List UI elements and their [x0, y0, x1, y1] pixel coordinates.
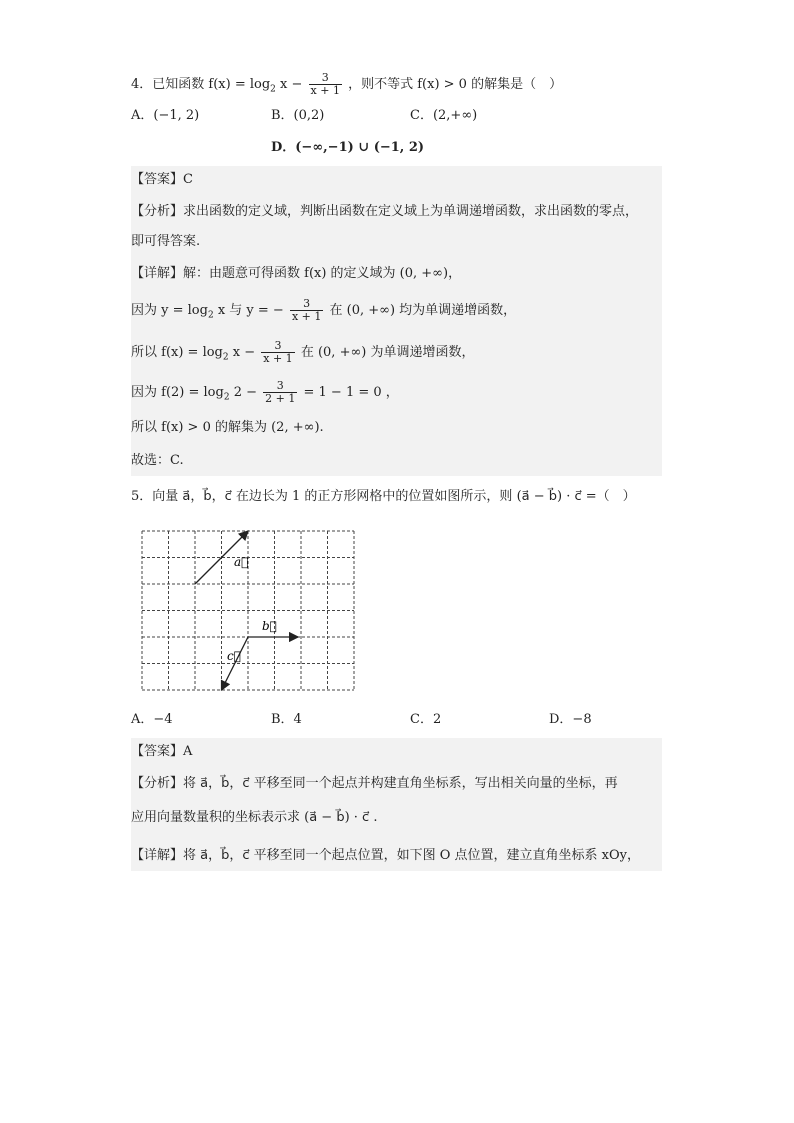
q5-analysis-line2: 应用向量数量积的坐标表示求 (a⃗ − b⃗) · c⃗ . [131, 810, 378, 825]
q5-stem: 5．向量 a⃗，b⃗，c⃗ 在边长为 1 的正方形网格中的位置如图所示，则 (a⃗ − b⃗) · c⃗ =（ ） [131, 489, 636, 504]
text-part: 因为 y = log [131, 303, 208, 318]
q5-answer: 【答案】A [131, 744, 193, 759]
text-part: 在 (0, +∞) 均为单调递增函数， [329, 303, 517, 318]
fraction-denominator: x + 1 [291, 310, 322, 323]
text-part: x − [228, 345, 256, 360]
q4-detail-line3 [131, 340, 475, 368]
q5-analysis-line1: 【分析】将 a⃗，b⃗，c⃗ 平移至同一个起点并构建直角坐标系，写出相关向量的坐标，再 [131, 776, 618, 791]
q4-stem-part: 4．已知函数 f(x) = log [131, 77, 271, 92]
q4-option-b: B．(0,2) [271, 108, 325, 123]
log-base: 2 [207, 310, 214, 321]
q4-detail-line1: 【详解】解：由题意可得函数 f(x) 的定义域为 (0, +∞)， [131, 266, 462, 281]
text-part: 在 (0, +∞) 为单调递增函数， [300, 345, 475, 360]
q5-detail-line1: 【详解】将 a⃗，b⃗，c⃗ 平移至同一个起点位置，如下图 O 点位置，建立直角坐标系 xOy， [131, 848, 641, 863]
q4-detail-line5: 所以 f(x) > 0 的解集为 (2, +∞). [131, 420, 324, 435]
q4-option-a: A．(−1, 2) [131, 108, 200, 123]
vector-a-label: a⃗ [234, 555, 249, 569]
log-base: 2 [222, 352, 229, 363]
q4-analysis-line1: 【分析】求出函数的定义域，判断出函数在定义域上为单调递增函数，求出函数的零点， [131, 204, 639, 219]
fraction [309, 72, 342, 97]
fraction [263, 380, 297, 405]
q4-stem-part: ，则不等式 f(x) > 0 的解集是（ ） [348, 77, 563, 92]
fraction-denominator: 2 + 1 [265, 392, 296, 405]
fraction [261, 340, 294, 365]
q4-option-c: C．(2,+∞) [410, 108, 478, 123]
q4-option-d: D．(−∞,−1) ∪ (−1, 2) [271, 140, 425, 155]
vector-c-label: c⃗ [227, 649, 241, 663]
q5-option-a: A．−4 [131, 712, 173, 727]
text-part: = 1 − 1 = 0 ， [303, 385, 399, 400]
q4-analysis-line2: 即可得答案. [131, 234, 201, 249]
fraction-numerator: 3 [261, 340, 294, 353]
fraction-numerator: 3 [290, 298, 323, 311]
q4-detail-line6: 故选：C. [131, 453, 184, 468]
text-part: 2 − [229, 385, 257, 400]
q5-option-b: B．4 [271, 712, 302, 727]
q4-detail-line2 [131, 298, 516, 326]
q4-stem [131, 72, 562, 100]
fraction-numerator: 3 [263, 380, 297, 393]
text-part: 因为 f(2) = log [131, 385, 224, 400]
fraction-denominator: x + 1 [263, 352, 293, 365]
vector-b-label: b⃗ [262, 619, 277, 633]
text-part: x 与 y = − [213, 303, 284, 318]
log-base: 2 [223, 392, 230, 403]
log-base: 2 [270, 84, 276, 95]
fraction [290, 298, 323, 323]
q4-stem-part: x − [275, 77, 303, 92]
fraction-numerator: 3 [309, 72, 342, 85]
q4-answer: 【答案】C [131, 172, 193, 187]
text-part: 所以 f(x) = log [131, 345, 223, 360]
q5-option-d: D．−8 [549, 712, 592, 727]
q4-detail-line4 [131, 380, 399, 408]
vector-grid-figure [141, 530, 357, 694]
fraction-denominator: x + 1 [310, 84, 340, 97]
q5-option-c: C．2 [410, 712, 442, 727]
